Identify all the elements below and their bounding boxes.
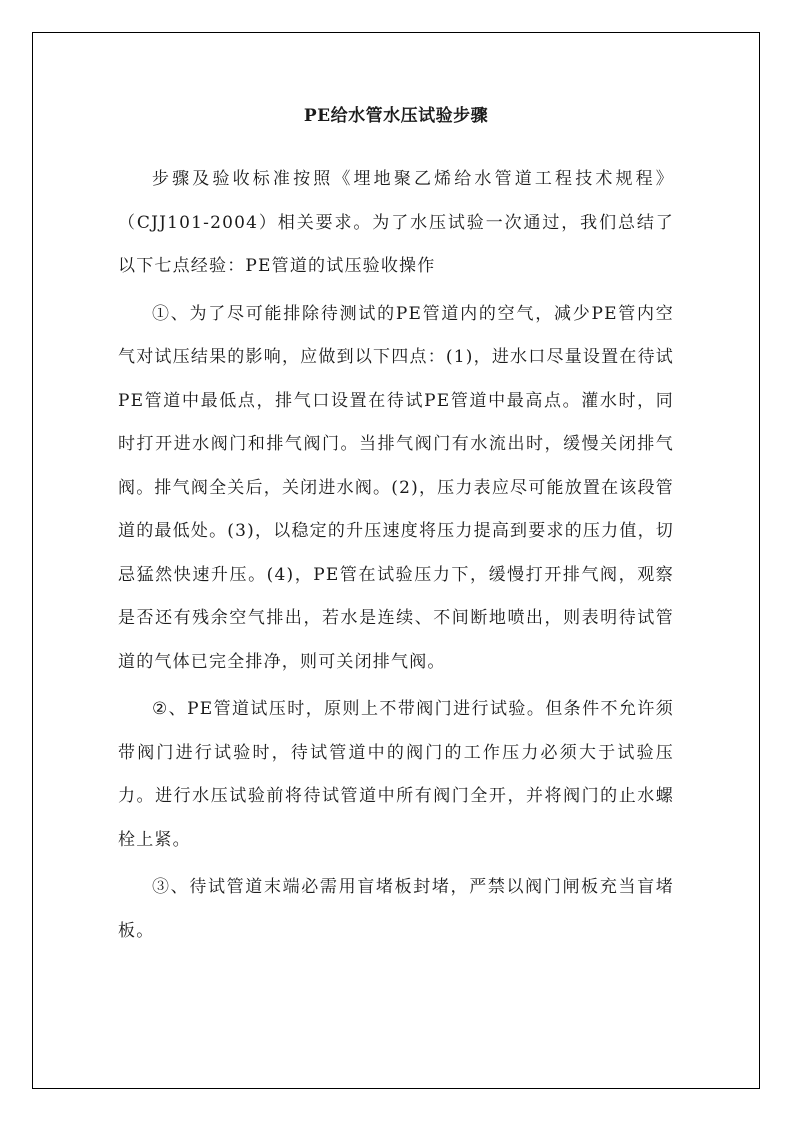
intro-paragraph: 步骤及验收标准按照《埋地聚乙烯给水管道工程技术规程》（CJJ101-2004）相关要求。为了水压试验一次通过，我们总结了以下七点经验：PE管道的试压验收操作: [118, 169, 674, 276]
paragraph-step-1: ①、为了尽可能排除待测试的PE管道内的空气，减少PE管内空气对试压结果的影响，应做到以下四点：(1)，进水口尽量设置在待试PE管道中最低点，排气口设置在待试PE管道中最高点。灌水时，同时打开进水阀门和排气阀门。当排气阀门有水流出时，缓慢关闭排气阀。排气阀全关后，关闭进水阀。(2)，压力表应尽可能放置在该段管道的最低处。(3)，以稳定的升压速度将压力提高到要求的压力值，切忌猛然快速升压。(4)，PE管在试验压力下，缓慢打开排气阀，观察是否还有残余空气排出，若水是连续、不间断地喷出，则表明待试管道的气体已完全排净，则可关闭排气阀。: [118, 303, 674, 672]
page-title: PE给水管水压试验步骤: [303, 106, 489, 126]
paragraph-step-3: ③、待试管道末端必需用盲堵板封堵，严禁以阀门闸板充当盲堵板。: [118, 877, 674, 941]
paragraph-step-2: ②、PE管道试压时，原则上不带阀门进行试验。但条件不允许须带阀门进行试验时，待试管道中的阀门的工作压力必须大于试验压力。进行水压试验前将待试管道中所有阀门全开，并将阀门的止水螺栓上紧。: [118, 699, 674, 850]
document-body: [118, 100, 674, 953]
